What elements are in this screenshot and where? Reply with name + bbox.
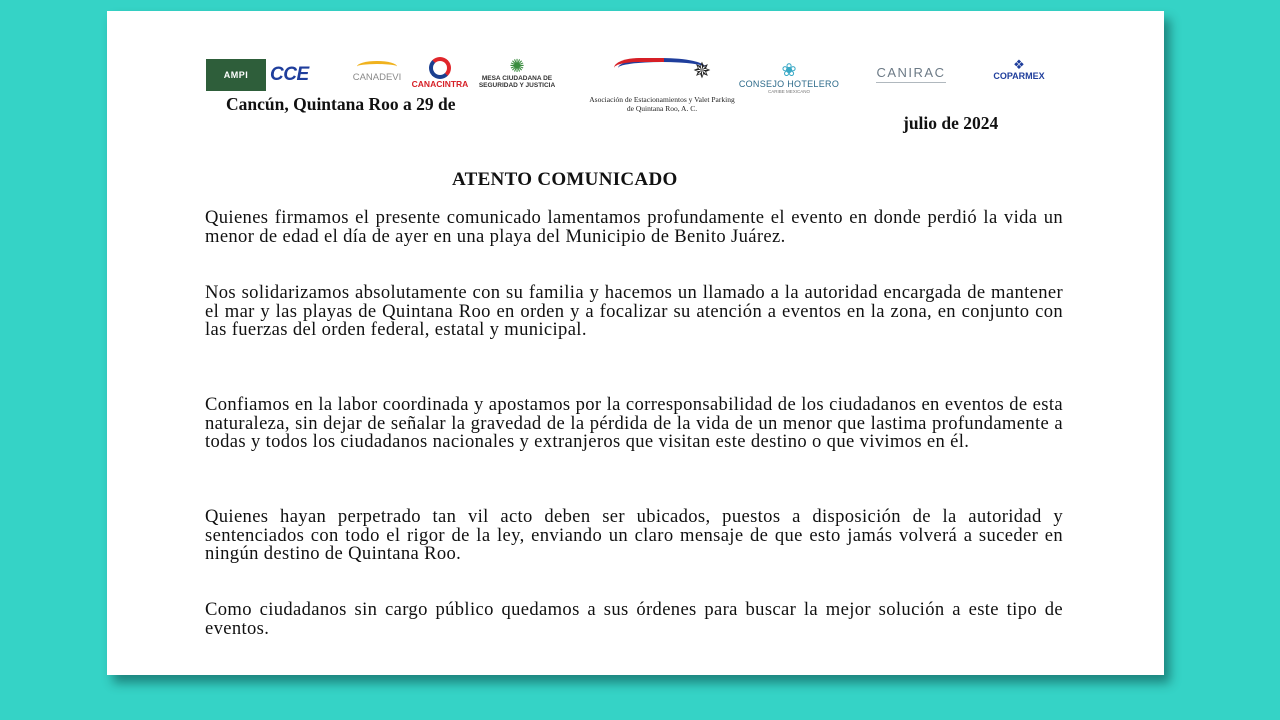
asociacion-logo-text: Asociación de Estacionamientos y Valet Parking de Quintana Roo, A. C. bbox=[589, 95, 735, 113]
canadevi-arch-icon bbox=[357, 61, 397, 72]
canadevi-logo bbox=[343, 61, 411, 85]
coparmex-logo bbox=[977, 58, 1061, 84]
document-title: ATENTO COMUNICADO bbox=[452, 169, 678, 190]
paragraph-3: Confiamos en la labor coordinada y apostamos por la corresponsabilidad de los ciudadanos en eventos de esta naturaleza, sin dejar de señalar la gravedad de la pérdida de la vida de un menor que lastima profundamente a todas y todos los ciudadanos nacionales y extranjeros que visitan este destino o que vivimos en él. bbox=[205, 394, 1063, 453]
coparmex-mark-icon: ❖ bbox=[1013, 57, 1025, 72]
canadevi-logo-text: CANADEVI bbox=[352, 72, 402, 83]
canirac-logo-text: CANIRAC bbox=[876, 65, 946, 80]
swirl-icon: ❀ bbox=[781, 60, 797, 80]
consejo-hotelero-logo-text: CONSEJO HOTELERO bbox=[738, 79, 840, 89]
canacintra-ring-icon bbox=[429, 57, 451, 79]
consejo-hotelero-subtitle: CARIBE MEXICANO bbox=[767, 89, 810, 94]
paragraph-5: Como ciudadanos sin cargo público quedamos a sus órdenes para buscar la mejor solución a este tipo de eventos. bbox=[205, 599, 1063, 639]
paragraph-4: Quienes hayan perpetrado tan vil acto deben ser ubicados, puestos a disposición de la autoridad y sentenciados con todo el rigor de la ley, enviando un claro mensaje de que esto jamás volverá a suceder en ningún destino de Quintana Roo. bbox=[205, 506, 1063, 565]
paragraph-1: Quienes firmamos el presente comunicado lamentamos profundamente el evento en donde perdió la vida un menor de edad el día de ayer en una playa del Municipio de Benito Juárez. bbox=[205, 207, 1063, 247]
date-line-part1: Cancún, Quintana Roo a 29 de bbox=[226, 94, 456, 114]
document-page bbox=[107, 11, 1164, 675]
flower-icon: ✺ bbox=[509, 56, 525, 76]
date-line-part2: julio de 2024 bbox=[903, 113, 999, 133]
canirac-logo bbox=[865, 66, 957, 90]
cce-logo bbox=[270, 64, 338, 86]
canacintra-logo bbox=[409, 57, 471, 93]
mesa-ciudadana-logo-text: MESA CIUDADANA DE SEGURIDAD Y JUSTICIA bbox=[478, 75, 556, 89]
canacintra-logo-text: CANACINTRA bbox=[411, 79, 469, 89]
coparmex-logo-text: COPARMEX bbox=[993, 71, 1045, 81]
canirac-underline bbox=[876, 82, 946, 83]
mesa-ciudadana-logo bbox=[465, 57, 569, 93]
paragraph-2: Nos solidarizamos absolutamente con su familia y hacemos un llamado a la autoridad encargada de mantener el mar y las playas de Quintana Roo en orden y a focalizar su atención a eventos en la zona, en conjunto con las fuerzas del orden federal, estatal y municipal. bbox=[205, 282, 1063, 341]
star-emblem-icon: ✵ bbox=[692, 58, 712, 83]
consejo-hotelero-logo bbox=[737, 61, 841, 95]
ampi-logo bbox=[206, 59, 266, 91]
cce-logo-text: CCE bbox=[270, 64, 309, 85]
ampi-logo-text: AMPI bbox=[223, 70, 249, 80]
